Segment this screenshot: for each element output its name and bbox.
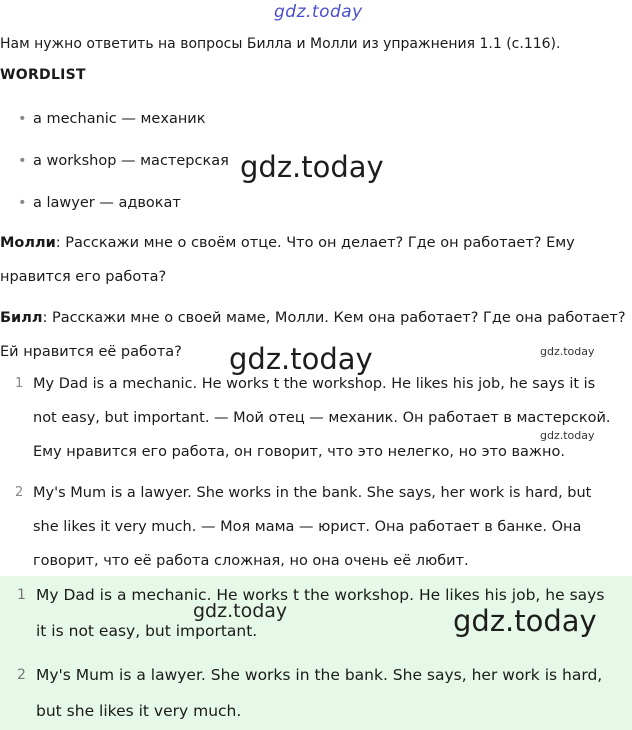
answer-item [0,367,632,469]
answer-line: My's Mum is a lawyer. She works in the bank. She says, her work is hard, but [33,485,592,501]
answer-number: 1 [17,587,26,603]
answer-line: My Dad is a mechanic. He works t the workshop. He likes his job, he says it is [33,376,596,392]
list-item [0,153,229,195]
answer-number: 1 [15,376,24,391]
answer-line: but she likes it very much. [36,702,242,720]
wordlist [0,111,229,237]
bill-text: Ей нравится её работа? [0,344,182,360]
molly-text: : Расскажи мне о своём отце. Что он делает? Где он работает? Ему [55,235,575,251]
watermark-big: gdz.today [240,150,384,184]
summary-answer-item [0,657,632,729]
answer-item [0,476,632,578]
watermark-top: gdz.today [274,2,363,22]
answer-line: it is not easy, but important. [36,622,258,640]
answer-line: she likes it very much. — Моя мама — юрист. Она работает в банке. Она [33,519,582,535]
bullet-icon: • [18,195,27,211]
molly-question [0,226,632,294]
intro-text: Нам нужно ответить на вопросы Билла и Молли из упражнения 1.1 (с.116). [0,36,561,52]
speaker-bill: Билл [0,310,43,326]
answer-line: not easy, but important. — Мой отец — механик. Он работает в мастерской. [33,410,611,426]
bill-text: : Расскажи мне о своей маме, Молли. Кем она работает? Где она работает? [42,310,626,326]
answer-number: 2 [15,485,24,500]
answer-line: My's Mum is a lawyer. She works in the bank. She says, her work is hard, [36,666,603,684]
watermark-small: gdz.today [540,429,595,442]
watermark-small: gdz.today [540,345,595,358]
watermark-medium: gdz.today [193,600,288,622]
answer-line: My Dad is a mechanic. He works t the workshop. He likes his job, he says [36,586,605,604]
watermark-big: gdz.today [453,604,597,638]
answer-line: говорит, что её работа сложная, но она очень её любит. [33,553,469,569]
bullet-icon: • [18,111,27,127]
bullet-icon: • [18,153,27,169]
wordlist-title: WORDLIST [0,67,86,83]
list-item [0,111,229,153]
speaker-molly: Молли [0,235,56,251]
watermark-big: gdz.today [229,342,373,376]
molly-text: нравится его работа? [0,269,167,285]
wordlist-item: a workshop — мастерская [33,153,229,169]
answer-line: Ему нравится его работа, он говорит, что это нелегко, но это важно. [33,444,565,460]
wordlist-item: a mechanic — механик [33,111,206,127]
answer-number: 2 [17,667,26,683]
wordlist-item: a lawyer — адвокат [33,195,181,211]
